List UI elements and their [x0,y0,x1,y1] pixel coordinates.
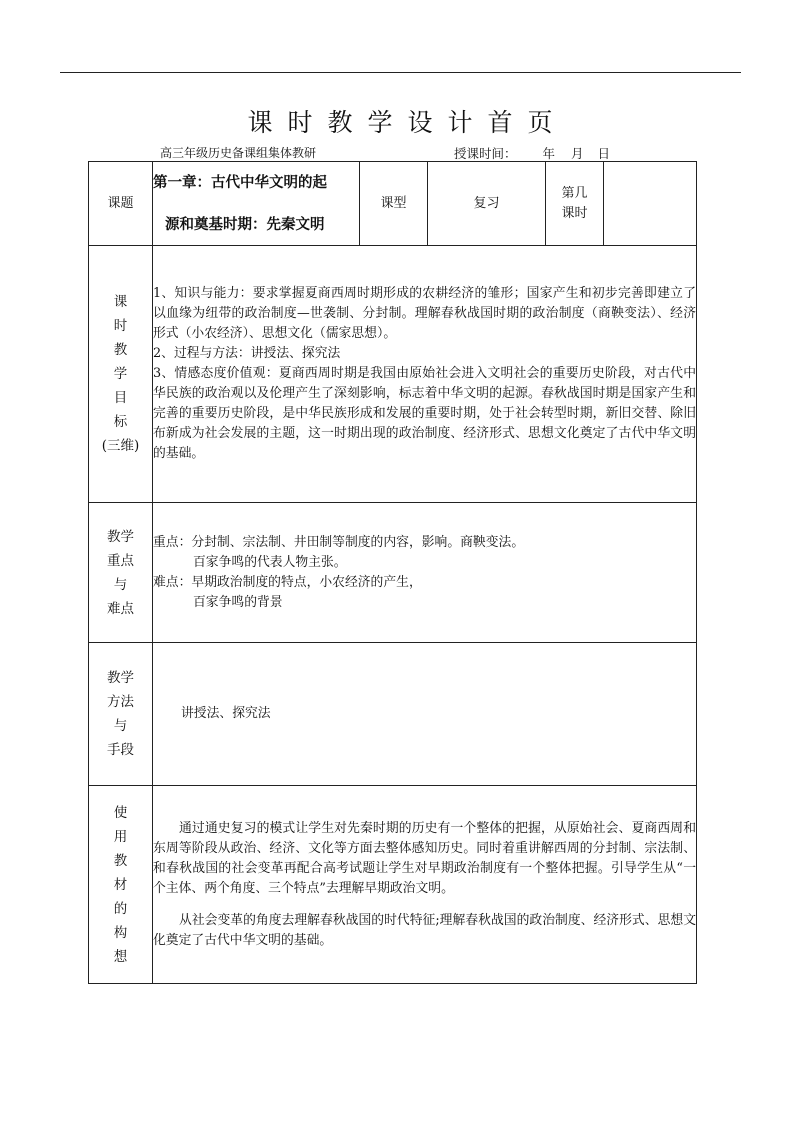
objective-process: 2、过程与方法：讲授法、探究法 [153,346,341,361]
objectives-label-char: 学 [113,366,128,382]
materials-row [89,786,697,984]
chapter-title [153,162,360,246]
objectives-row [89,246,697,503]
keypoints-label-line: 教学 [107,528,134,545]
materials-paragraph-2: 从社会变革的角度去理解春秋战国的时代特征;理解春秋战国的政治制度、经济形式、思想文化奠定了古代中华文明的基础。 [153,912,696,948]
year-label: 年 [542,146,556,161]
focus-line-2: 百家争鸣的代表人物主张。 [193,554,347,570]
materials-label-char: 想 [113,948,128,965]
page-title: 课时教学设计首页 [247,108,568,137]
period-label [546,162,604,246]
keypoints-label [89,503,153,643]
objectives-label [89,246,153,503]
topic-label: 课题 [89,162,153,246]
objectives-label-suffix: (三维) [101,438,140,454]
methods-value: 讲授法、探究法 [181,706,271,721]
objectives-label-char: 课 [113,294,128,310]
materials-label-char: 教 [113,852,128,869]
methods-label-line: 教学 [107,670,134,686]
keypoints-row [89,503,697,643]
materials-label-char: 用 [113,828,128,845]
objectives-label-char: 标 [113,414,128,430]
chapter-title-line2: 源和奠基时期：先秦文明 [165,216,325,233]
time-label: 授课时间： [454,146,517,161]
objectives-label-char: 教 [113,342,128,358]
objectives-content [153,246,697,503]
methods-label-line: 与 [113,718,128,734]
lesson-plan-table [88,161,697,984]
group-name: 高三年级历史备课组集体教研 [160,146,317,160]
materials-label-char: 构 [113,924,128,941]
day-label: 日 [597,146,611,161]
materials-label-char: 材 [113,876,128,893]
month-label: 月 [571,146,584,161]
materials-label-char: 使 [113,804,128,821]
type-label: 课型 [360,162,428,246]
focus-line: 重点：分封制、宗法制、井田制等制度的内容，影响。商鞅变法。 [153,534,525,550]
period-label-line2: 课时 [561,205,588,221]
materials-label-char: 的 [113,900,128,917]
keypoints-content [153,503,697,643]
materials-content [153,786,697,984]
difficult-line-2: 百家争鸣的背景 [193,594,283,610]
materials-paragraph-1: 通过通史复习的模式让学生对先秦时期的历史有一个整体的把握，从原始社会、夏商西周和东周等阶段从政治、经济、文化等方面去整体感知历史。同时着重讲解西周的分封制、宗法制、和春秋战国的社会变革再配合高考试题让学生对早期政治制度有一个整体把握。引导学生从“一个主体、两个角度、三个特点”去理解早期政治文明。 [153,820,696,896]
objective-attitude: 3、情感态度价值观：夏商西周时期是我国由原始社会进入文明社会的重要历史阶段，对古代中华民族的政治观以及伦理产生了深刻影响，标志着中华文明的起源。春秋战国时期是国家产生和完善的重要历史阶段，是中华民族形成和发展的重要时期，处于社会转型时期，新旧交替、除旧布新成为社会发展的主题，这一时期出现的政治制度、经济形式、思想文化奠定了古代中华文明的基础。 [153,366,696,461]
objectives-label-char: 目 [113,390,128,406]
top-rule [60,72,741,73]
topic-row [89,162,697,246]
methods-label [89,643,153,786]
objectives-label-char: 时 [113,318,128,334]
objective-knowledge: 1、知识与能力：要求掌握夏商西周时期形成的农耕经济的雏形；国家产生和初步完善即建立了以血缘为纽带的政治制度—世袭制、分封制。理解春秋战国时期的政治制度（商鞅变法）、经济形式（小农经济）、思想文化（儒家思想）。 [153,286,696,341]
methods-row [89,643,697,786]
methods-label-line: 手段 [107,742,134,758]
period-value [604,162,697,246]
keypoints-label-line: 重点 [107,552,134,569]
difficult-line: 难点：早期政治制度的特点，小农经济的产生， [153,574,422,590]
methods-label-line: 方法 [107,694,134,710]
lesson-time [454,144,610,162]
keypoints-label-line: 难点 [107,600,134,617]
keypoints-label-line: 与 [113,576,128,593]
type-value: 复习 [428,162,546,246]
chapter-title-line1: 第一章：古代中华文明的起 [153,174,327,191]
period-label-line1: 第几 [561,185,588,201]
materials-label [89,786,153,984]
